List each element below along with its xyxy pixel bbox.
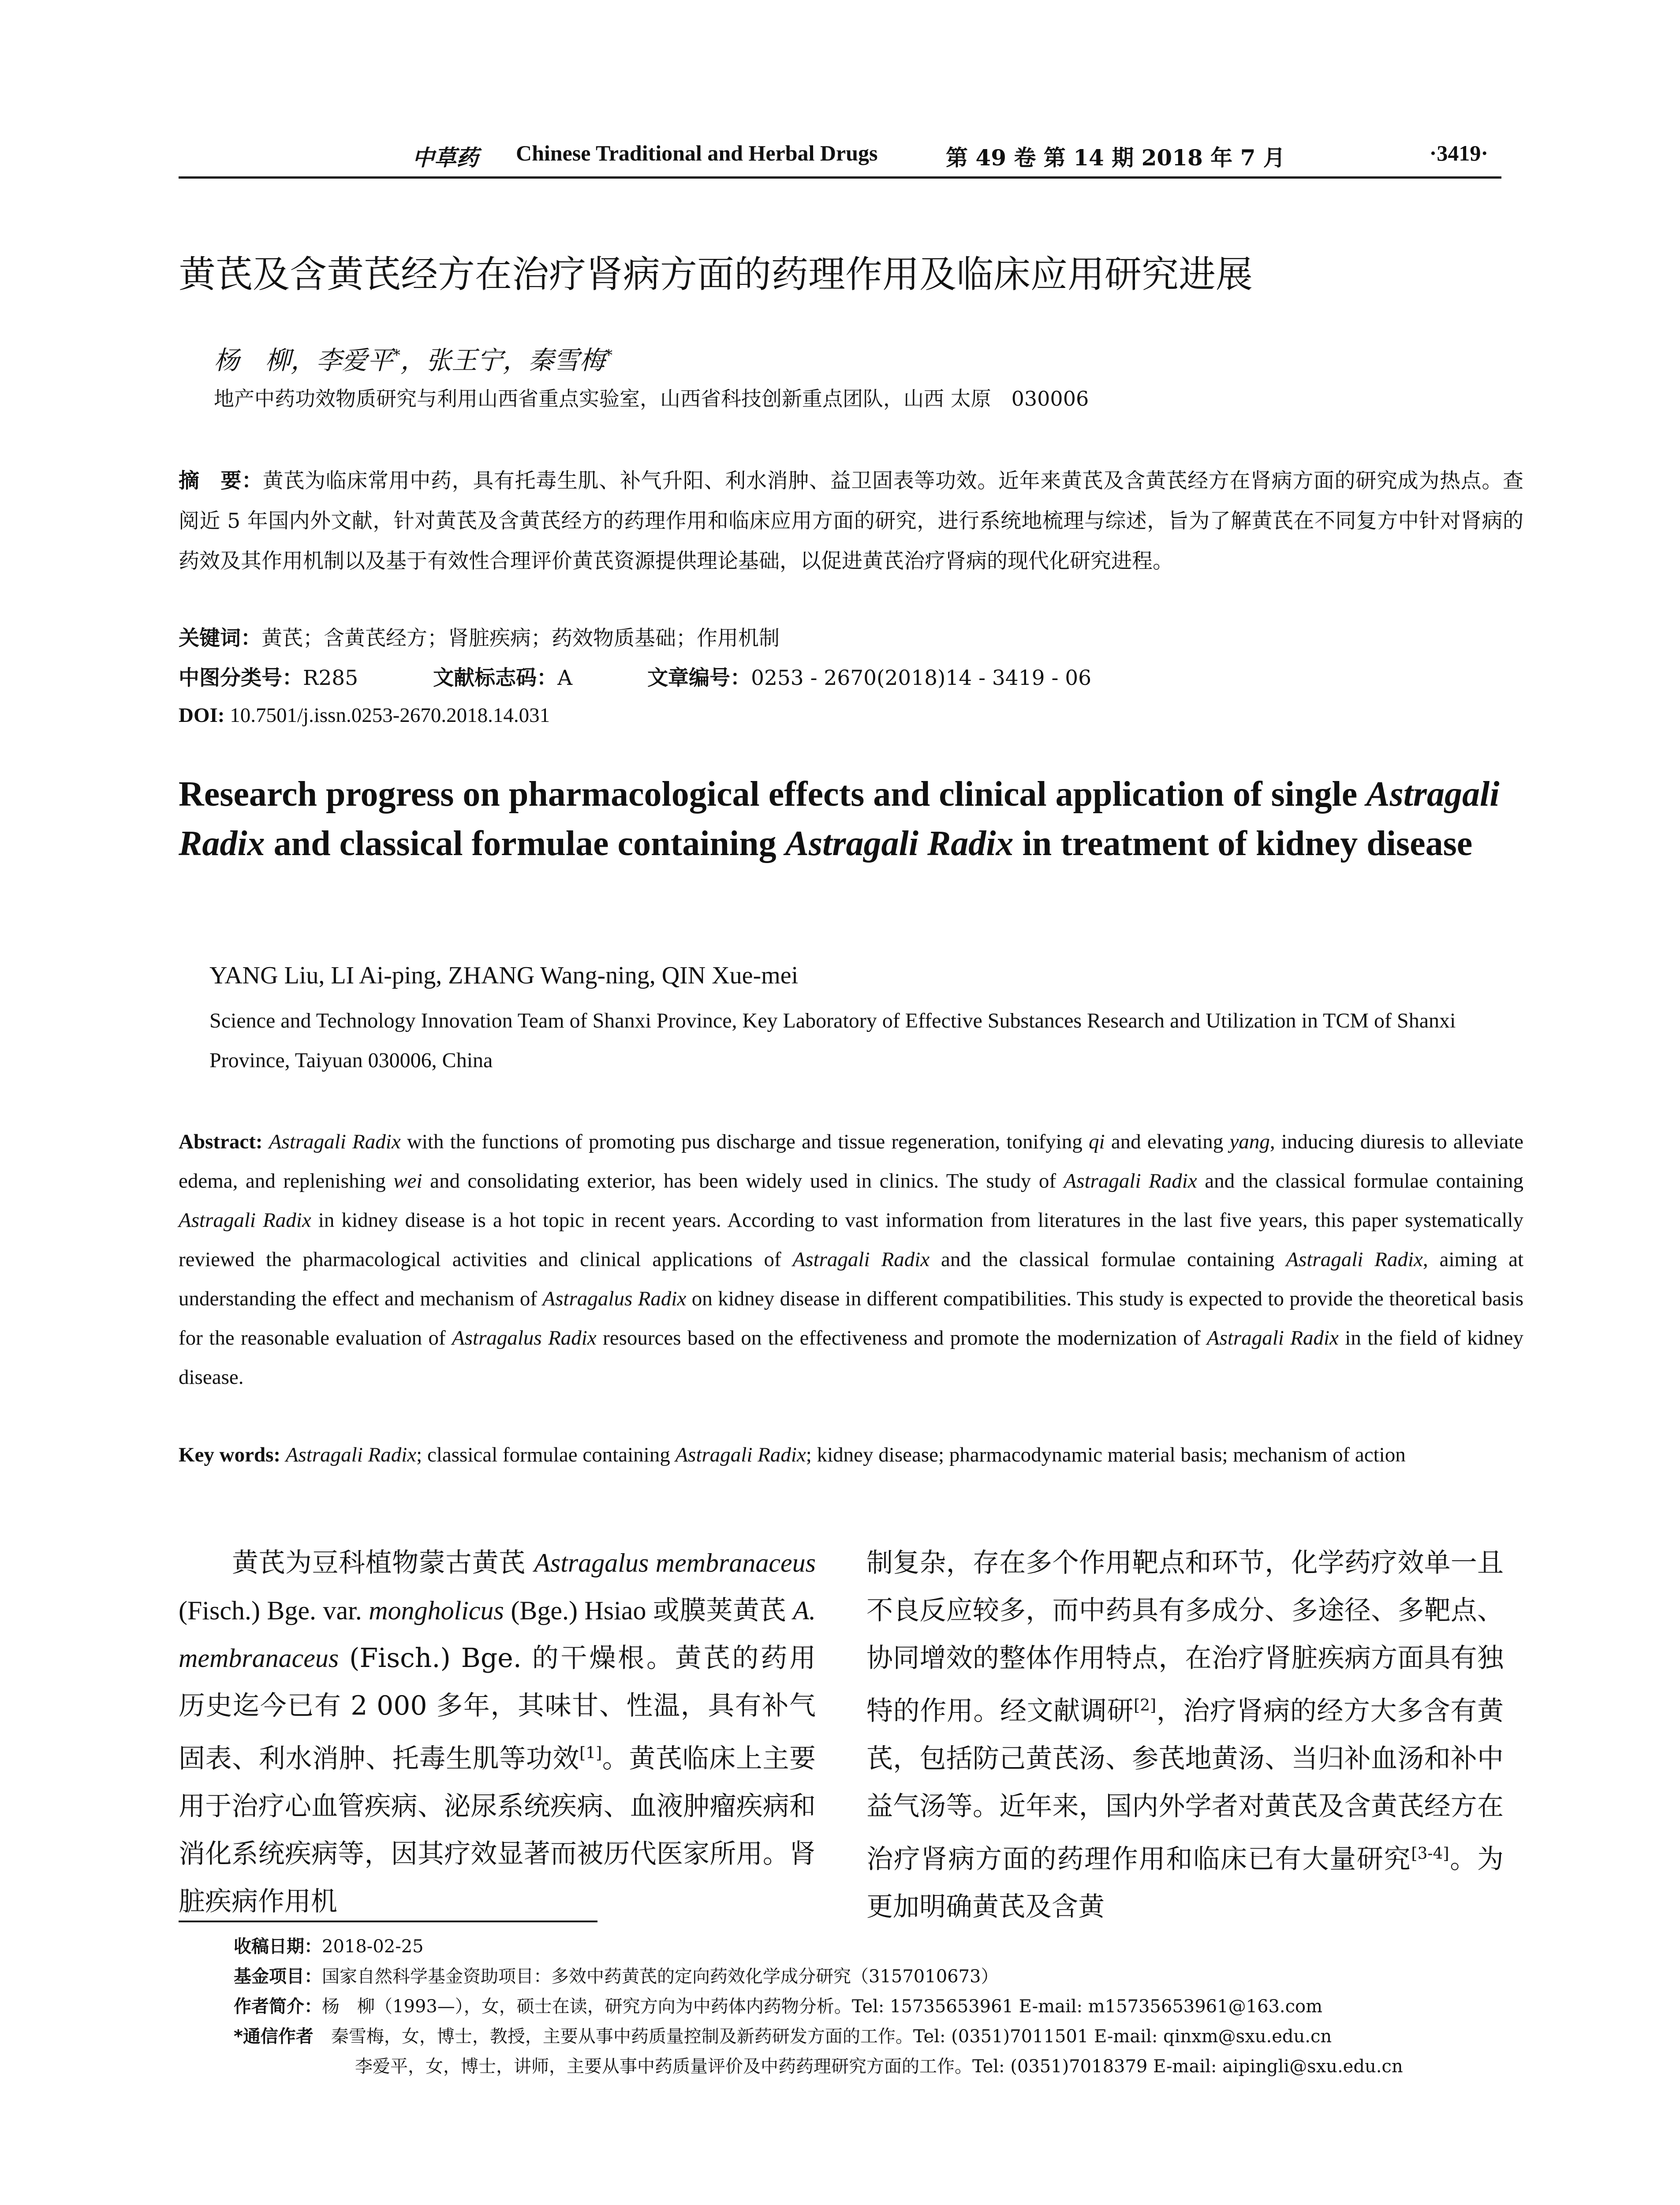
- footnote-label: 收稿日期：: [234, 1936, 322, 1957]
- en-abstract-segment: in the field of kidney disease.: [179, 1327, 1523, 1389]
- body-text: 。为更加明确黄芪及含黄: [866, 1844, 1504, 1922]
- footnote-bio: [234, 1992, 1403, 2022]
- footnote-correspondence: [234, 2022, 1403, 2052]
- en-title-segment: and classical formulae containing: [265, 824, 785, 863]
- en-title-segment: Astragali Radix: [179, 775, 1500, 863]
- author-name: 秦雪梅: [528, 345, 605, 375]
- footnote-received: [234, 1932, 1403, 1962]
- body-text: (Bge.) Hsiao 或膜荚黄芪: [504, 1596, 793, 1625]
- cn-keywords-text: 黄芪；含黄芪经方；肾脏疾病；药效物质基础；作用机制: [261, 626, 780, 650]
- article-no-label: 文章编号：: [647, 666, 751, 690]
- en-abstract-segment: and consolidating exterior, has been widely used in clinics. The study of: [422, 1170, 1064, 1192]
- cn-authors: 杨 柳，李爱平*，张王宁，秦雪梅*: [214, 345, 613, 375]
- doi-line: [179, 703, 550, 727]
- en-abstract-segment: qi: [1089, 1130, 1105, 1153]
- page-number: ·3419·: [1429, 141, 1488, 165]
- citation-ref: [2]: [1134, 1697, 1157, 1715]
- body-column-left: [179, 1539, 816, 1925]
- clc-label: 中图分类号：: [179, 666, 303, 690]
- body-text: (Fisch.) Bge. var.: [179, 1596, 369, 1625]
- cn-title: 黄芪及含黄芪经方在治疗肾病方面的药理作用及临床应用研究进展: [179, 253, 1253, 296]
- en-abstract-segment: Astragali Radix: [1206, 1327, 1339, 1349]
- en-keywords-segment: Astragali Radix: [285, 1443, 417, 1466]
- citation-ref: [3-4]: [1411, 1845, 1449, 1863]
- footnote-text: 杨 柳（1993—），女，硕士在读，研究方向为中药体内药物分析。Tel: 15735653961 E-mail: m15735653961@163.com: [322, 1996, 1323, 2017]
- cn-abstract-label: 摘 要：: [179, 469, 263, 493]
- cn-keywords-label: 关键词：: [179, 626, 261, 650]
- en-title-segment: in treatment of kidney disease: [1013, 824, 1473, 863]
- corresponding-mark: *: [605, 346, 613, 364]
- footnote-label: 基金项目：: [234, 1966, 322, 1987]
- en-title-segment: Research progress on pharmacological effects and clinical application of single: [179, 775, 1366, 814]
- cn-keywords: [179, 622, 780, 651]
- author-name: 张王宁: [426, 345, 503, 375]
- author-name: 杨 柳: [214, 345, 291, 375]
- body-column-right: [866, 1539, 1504, 1931]
- footnote-text: 2018-02-25: [322, 1936, 424, 1957]
- journal-name-en: Chinese Traditional and Herbal Drugs: [516, 141, 878, 165]
- en-abstract-label: Abstract:: [179, 1130, 263, 1153]
- species-name: Astragalus membranaceus: [534, 1548, 816, 1577]
- en-keywords-label: Key words:: [179, 1443, 281, 1466]
- en-keywords-segment: Astragali Radix: [675, 1443, 806, 1466]
- en-title: [179, 770, 1546, 868]
- en-keywords-segment: ; classical formulae containing: [416, 1443, 676, 1466]
- en-abstract-segment: Astragalus Radix: [452, 1327, 597, 1349]
- species-name: mongholicus: [369, 1596, 504, 1625]
- cn-abstract: [179, 461, 1523, 581]
- en-abstract-segment: Astragali Radix: [269, 1130, 401, 1153]
- species-name: A. membranaceus: [179, 1596, 816, 1673]
- en-abstract-segment: , aiming at understanding the effect and mechanism of: [179, 1248, 1523, 1310]
- doi-label: DOI:: [179, 704, 225, 727]
- body-text: ，治疗肾病的经方大多含有黄芪，包括防己黄芪汤、参芪地黄汤、当归补血汤和补中益气汤等。近年来，国内外学者对黄芪及含黄芪经方在治疗肾病方面的药理作用和临床已有大量研究: [866, 1696, 1504, 1875]
- en-abstract-segment: wei: [393, 1170, 422, 1192]
- en-abstract-segment: yang: [1229, 1130, 1270, 1153]
- en-keywords-text: [280, 1443, 1406, 1466]
- en-abstract-segment: resources based on the effectiveness and promote the modernization of: [596, 1327, 1207, 1349]
- doc-code-value: A: [557, 666, 573, 690]
- body-text: (Fisch.) Bge. 的干燥根。黄芪的药用历史迄今已有 2 000 多年，其味甘、性温，具有补气固表、利水消肿、托毒生肌等功效: [179, 1643, 816, 1774]
- cn-affiliation: 地产中药功效物质研究与利用山西省重点实验室，山西省科技创新重点团队，山西 太原 030006: [214, 387, 1089, 411]
- body-text: 。黄芪临床上主要用于治疗心血管疾病、泌尿系统疾病、血液肿瘤疾病和消化系统疾病等，因其疗效显著而被历代医家所用。肾脏疾病作用机: [179, 1743, 816, 1917]
- en-affiliation: Science and Technology Innovation Team of Shanxi Province, Key Laboratory of Effective Substances Research and Utilization in TCM of Shanxi Province, Taiyuan 030006, China: [209, 1009, 1456, 1072]
- en-abstract-segment: Astragalus Radix: [542, 1287, 687, 1310]
- en-abstract-segment: with the functions of promoting pus discharge and tissue regeneration, tonifying: [400, 1130, 1089, 1153]
- footnote-text: 秦雪梅，女，博士，教授，主要从事中药质量控制及新药研发方面的工作。Tel: (0351)7011501 E-mail: qinxm@sxu.edu.cn: [331, 2026, 1332, 2047]
- classification-line: [179, 662, 1091, 691]
- en-abstract-text: [179, 1130, 1523, 1389]
- running-header: [179, 137, 1501, 179]
- en-keywords: [179, 1435, 1523, 1475]
- footnote-fund: [234, 1962, 1403, 1992]
- cn-abstract-text: 黄芪为临床常用中药，具有托毒生肌、补气升阳、利水消肿、益卫固表等功效。近年来黄芪及含黄芪经方在肾病方面的研究成为热点。查阅近 5 年国内外文献，针对黄芪及含黄芪经方的药理作用和临床应用方面的研究，进行系统地梳理与综述，旨为了解黄芪在不同复方中针对肾病的药效及其作用机制以及基于有效性合理评价黄芪资源提供理论基础，以促进黄芪治疗肾病的现代化研究进程。: [179, 469, 1524, 573]
- doi-value: 10.7501/j.issn.0253-2670.2018.14.031: [230, 704, 550, 727]
- doc-code-label: 文献标志码：: [433, 666, 558, 690]
- en-abstract-segment: Astragali Radix: [792, 1248, 930, 1271]
- footnote-correspondence-2: [234, 2052, 1403, 2082]
- footnote-divider: [179, 1921, 597, 1922]
- en-abstract-segment: [263, 1130, 269, 1153]
- en-abstract-segment: Astragali Radix: [1286, 1248, 1423, 1271]
- issue-info: 第 49 卷 第 14 期 2018 年 7 月: [946, 145, 1285, 171]
- en-authors: YANG Liu, LI Ai-ping, ZHANG Wang-ning, QIN Xue-mei: [209, 962, 799, 989]
- article-no-value: 0253 - 2670(2018)14 - 3419 - 06: [751, 666, 1092, 690]
- en-abstract-segment: and the classical formulae containing: [930, 1248, 1286, 1271]
- en-abstract-segment: on kidney disease in different compatibilities. This study is expected to provide the theoretical basis for the reasonable evaluation of: [179, 1287, 1524, 1349]
- footnotes: [234, 1932, 1403, 2082]
- en-abstract-segment: Astragali Radix: [1064, 1170, 1197, 1192]
- body-text: 黄芪为豆科植物蒙古黄芪: [179, 1547, 534, 1578]
- body-text: 制复杂，存在多个作用靶点和环节，化学药疗效单一且不良反应较多，而中药具有多成分、多途径、多靶点、协同增效的整体作用特点，在治疗肾脏疾病方面具有独特的作用。经文献调研: [866, 1547, 1504, 1727]
- citation-ref: [1]: [579, 1744, 602, 1762]
- footnote-label: *通信作者: [234, 2026, 314, 2047]
- clc-value: R285: [303, 666, 358, 690]
- en-abstract-segment: and elevating: [1105, 1130, 1230, 1153]
- en-keywords-segment: ; kidney disease; pharmacodynamic material basis; mechanism of action: [806, 1443, 1406, 1466]
- en-abstract-segment: Astragali Radix: [179, 1209, 311, 1232]
- en-keywords-segment: [280, 1443, 286, 1466]
- corresponding-mark: *: [393, 346, 401, 364]
- footnote-text: 国家自然科学基金资助项目：多效中药黄芪的定向药效化学成分研究（3157010673）: [322, 1966, 999, 1987]
- footnote-text: 李爱平，女，博士，讲师，主要从事中药质量评价及中药药理研究方面的工作。Tel: (0351)7018379 E-mail: aipingli@sxu.edu.cn: [355, 2056, 1403, 2077]
- en-abstract-segment: , inducing diuresis to alleviate edema, and replenishing: [179, 1130, 1524, 1192]
- en-abstract-segment: and the classical formulae containing: [1197, 1170, 1524, 1192]
- en-abstract-segment: in kidney disease is a hot topic in recent years. According to vast information from literatures in the last five years, this paper systematically reviewed the pharmacological activities and clinical applications of: [179, 1209, 1523, 1271]
- en-abstract: [179, 1122, 1523, 1397]
- journal-name-cn: 中草药: [412, 145, 478, 171]
- author-name: 李爱平: [316, 345, 393, 375]
- en-title-segment: Astragali Radix: [785, 824, 1014, 863]
- footnote-label: 作者简介：: [234, 1996, 322, 2017]
